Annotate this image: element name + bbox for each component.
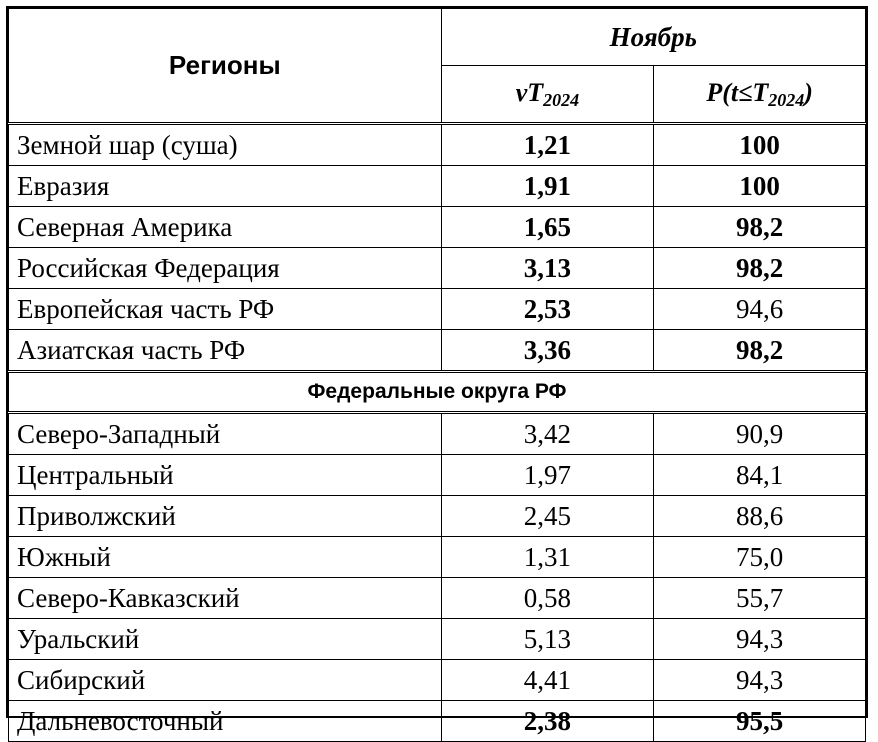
anomaly-value: 2,38 bbox=[441, 701, 654, 742]
table-row bbox=[9, 701, 866, 742]
anomaly-header-sub: 2024 bbox=[543, 89, 580, 110]
regions-table bbox=[8, 8, 866, 742]
table-row bbox=[9, 248, 866, 289]
probability-value: 98,2 bbox=[654, 330, 866, 372]
table-row bbox=[9, 455, 866, 496]
probability-value: 75,0 bbox=[654, 537, 866, 578]
anomaly-value: 1,21 bbox=[441, 124, 654, 166]
table-row bbox=[9, 289, 866, 330]
probability-value: 95,5 bbox=[654, 701, 866, 742]
region-name: Российская Федерация bbox=[9, 248, 442, 289]
section-body bbox=[9, 372, 866, 413]
probability-value: 98,2 bbox=[654, 248, 866, 289]
anomaly-header-main: vT bbox=[515, 77, 544, 107]
anomaly-value: 3,42 bbox=[441, 413, 654, 455]
table-row bbox=[9, 124, 866, 166]
region-name: Центральный bbox=[9, 455, 442, 496]
anomaly-header bbox=[441, 66, 654, 124]
region-name: Уральский bbox=[9, 619, 442, 660]
probability-value: 84,1 bbox=[654, 455, 866, 496]
probability-value: 88,6 bbox=[654, 496, 866, 537]
anomaly-value: 1,31 bbox=[441, 537, 654, 578]
anomaly-value: 1,97 bbox=[441, 455, 654, 496]
probability-value: 55,7 bbox=[654, 578, 866, 619]
table-row bbox=[9, 166, 866, 207]
regions-header: Регионы bbox=[9, 9, 442, 124]
probability-value: 98,2 bbox=[654, 207, 866, 248]
districts-body bbox=[9, 413, 866, 742]
region-name: Сибирский bbox=[9, 660, 442, 701]
data-table-frame bbox=[6, 6, 868, 736]
region-name: Приволжский bbox=[9, 496, 442, 537]
region-name: Дальневосточный bbox=[9, 701, 442, 742]
probability-value: 94,3 bbox=[654, 619, 866, 660]
anomaly-value: 3,36 bbox=[441, 330, 654, 372]
anomaly-value: 1,91 bbox=[441, 166, 654, 207]
table-row bbox=[9, 537, 866, 578]
probability-header-sub: 2024 bbox=[768, 89, 805, 110]
anomaly-value: 4,41 bbox=[441, 660, 654, 701]
probability-header-suffix: ) bbox=[804, 77, 813, 107]
region-name: Северо-Кавказский bbox=[9, 578, 442, 619]
anomaly-value: 5,13 bbox=[441, 619, 654, 660]
table-row bbox=[9, 578, 866, 619]
probability-value: 100 bbox=[654, 166, 866, 207]
month-header: Ноябрь bbox=[441, 9, 865, 66]
anomaly-value: 3,13 bbox=[441, 248, 654, 289]
section-label: Федеральные округа РФ bbox=[9, 372, 866, 413]
anomaly-value: 2,53 bbox=[441, 289, 654, 330]
table-row bbox=[9, 619, 866, 660]
anomaly-value: 1,65 bbox=[441, 207, 654, 248]
table-row bbox=[9, 207, 866, 248]
probability-value: 90,9 bbox=[654, 413, 866, 455]
anomaly-value: 2,45 bbox=[441, 496, 654, 537]
anomaly-value: 0,58 bbox=[441, 578, 654, 619]
region-name: Евразия bbox=[9, 166, 442, 207]
region-name: Земной шар (суша) bbox=[9, 124, 442, 166]
probability-header bbox=[654, 66, 866, 124]
probability-value: 94,3 bbox=[654, 660, 866, 701]
main-regions-body bbox=[9, 124, 866, 372]
probability-value: 94,6 bbox=[654, 289, 866, 330]
probability-header-prefix: P(t≤T bbox=[706, 77, 769, 107]
table-row bbox=[9, 413, 866, 455]
header-row-top bbox=[9, 9, 866, 66]
table-row bbox=[9, 660, 866, 701]
probability-value: 100 bbox=[654, 124, 866, 166]
region-name: Азиатская часть РФ bbox=[9, 330, 442, 372]
region-name: Северная Америка bbox=[9, 207, 442, 248]
region-name: Северо-Западный bbox=[9, 413, 442, 455]
table-row bbox=[9, 330, 866, 372]
region-name: Южный bbox=[9, 537, 442, 578]
table-row bbox=[9, 496, 866, 537]
section-row bbox=[9, 372, 866, 413]
region-name: Европейская часть РФ bbox=[9, 289, 442, 330]
